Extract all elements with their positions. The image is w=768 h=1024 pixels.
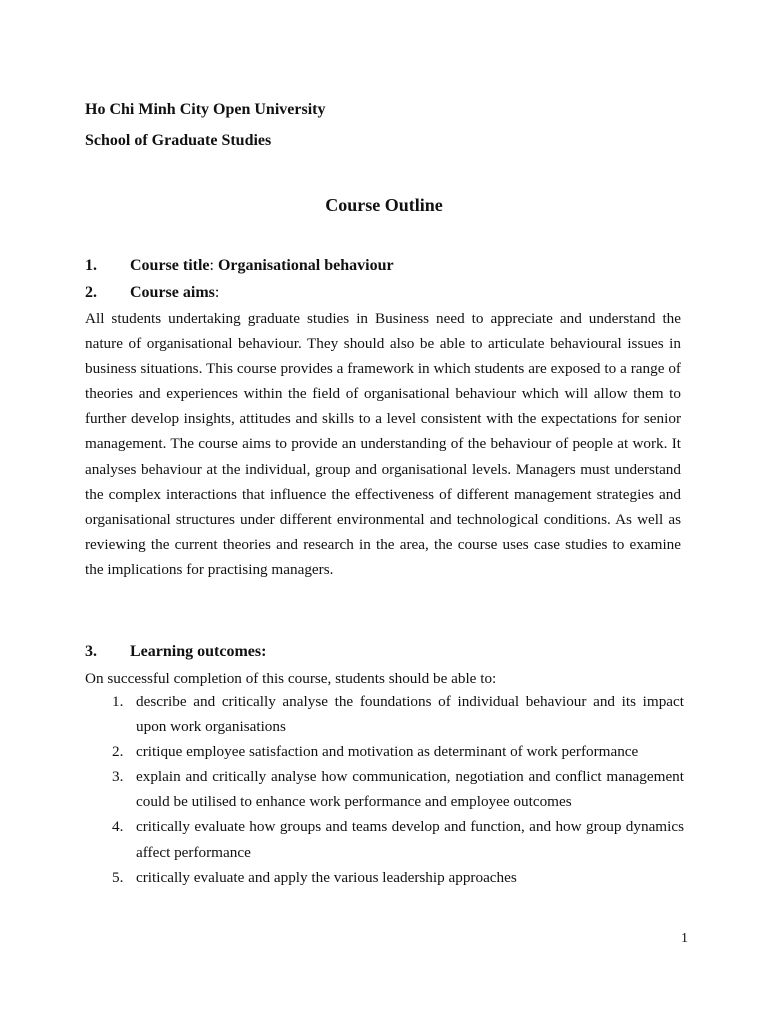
list-item-text: explain and critically analyse how communication, negotiation and conflict management could be utilised to enhance work performance and employee outcomes: [136, 768, 684, 811]
page-number: 1: [681, 931, 688, 946]
section-course-title: [85, 256, 394, 276]
list-item-number: 1.: [112, 693, 124, 710]
section-number: 1.: [85, 257, 97, 274]
list-item: [112, 739, 684, 764]
list-item-text: critique employee satisfaction and motivation as determinant of work performance: [136, 743, 639, 761]
section-colon: :: [214, 284, 220, 301]
learning-outcomes-intro: On successful completion of this course, students should be able to:: [85, 670, 497, 687]
section-course-aims: [85, 283, 219, 303]
section-label: Course title: [130, 257, 210, 274]
learning-outcomes-list: [112, 689, 684, 890]
page-title: Course Outline: [325, 195, 443, 215]
list-item-number: 3.: [112, 768, 124, 786]
course-aims-paragraph: All students undertaking graduate studies in Business need to appreciate and understand the nature of organisational behaviour. They should also be able to articulate behavioural issues in business situations. This course provides a framework in which students are exposed to a range of theories and experiences within the field of organisational behaviour which will allow them to further develop insights, attitudes and skills to a level consistent with the expectations for senior management. The course aims to provide an understanding of the behaviour of people at work. It analyses behaviour at the individual, group and organisational levels. Managers must understand the complex interactions that influence the effectiveness of different management strategies and organisational structures under different environmental and technological conditions. As well as reviewing the current theories and research in the area, the course uses case studies to examine the implications for practising managers.: [85, 310, 681, 578]
list-item-text: describe and critically analyse the foundations of individual behaviour and its impact upon work organisations: [136, 693, 684, 736]
list-item: [112, 814, 684, 864]
list-item: [112, 764, 684, 814]
list-item: [112, 689, 684, 739]
list-item-number: 5.: [112, 868, 124, 886]
section-number: 2.: [85, 284, 97, 301]
list-item-number: 4.: [112, 818, 124, 836]
course-title-value: Organisational behaviour: [217, 257, 394, 274]
section-label: Learning outcomes:: [130, 643, 267, 660]
list-item-text: critically evaluate how groups and teams develop and function, and how group dynamics affect performance: [136, 818, 684, 861]
section-learning-outcomes: [85, 642, 266, 662]
section-number: 3.: [85, 643, 97, 660]
list-item-number: 2.: [112, 743, 124, 761]
list-item-text: critically evaluate and apply the various leadership approaches: [136, 868, 517, 886]
list-item: [112, 865, 684, 890]
section-label: Course aims: [130, 284, 215, 301]
school-name: School of Graduate Studies: [85, 132, 272, 149]
section-separator: :: [209, 257, 218, 274]
university-name: Ho Chi Minh City Open University: [85, 101, 326, 118]
